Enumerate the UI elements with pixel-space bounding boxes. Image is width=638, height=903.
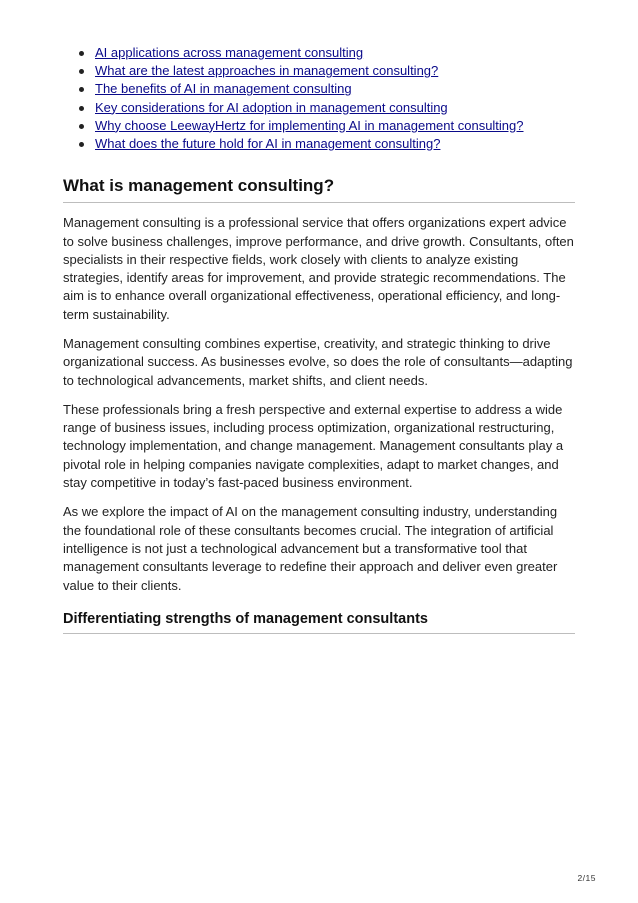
body-paragraph: Management consulting is a professional service that offers organizations expert advice to solve business challenges, improve performance, and drive growth. Consultants, often specialists in their respective fields, work closely with clients to analyze existing strategies, identify areas for improvement, and provide strategic recommendations. The aim is to enhance overall organizational effectiveness, operational efficiency, and long-term sustainability. [63, 215, 574, 322]
toc-item [73, 44, 575, 62]
bullet-icon [79, 87, 84, 92]
toc-item [73, 62, 575, 80]
toc-item [73, 117, 575, 135]
toc-link-key-considerations[interactable]: Key considerations for AI adoption in management consulting [95, 99, 448, 115]
section-divider [63, 202, 575, 203]
subsection-heading: Differentiating strengths of management consultants [63, 610, 428, 627]
bullet-icon [79, 69, 84, 74]
bullet-icon [79, 106, 84, 111]
toc-item [73, 99, 575, 117]
toc-item [73, 135, 575, 153]
toc-link-ai-applications[interactable]: AI applications across management consulting [95, 45, 364, 60]
body-paragraph: As we explore the impact of AI on the management consulting industry, understanding the foundational role of these consultants becomes crucial. The integration of artificial intelligence is not just a technological advancement but a transformative tool that management consultants leverage to redefine their approach and deliver even greater value to their clients. [63, 504, 558, 593]
body-paragraph: Management consulting combines expertise, creativity, and strategic thinking to drive organizational success. As businesses evolve, so does the role of consultants—adapting to technological advancements, market shifts, and client needs. [63, 336, 573, 388]
toc-link-latest-approaches[interactable]: What are the latest approaches in management consulting? [95, 63, 439, 79]
toc-link-why-leewayhertz[interactable]: Why choose LeewayHertz for implementing AI in management consulting? [95, 117, 524, 133]
body-paragraph: These professionals bring a fresh perspective and external expertise to address a wide range of business issues, including process optimization, organizational restructuring, technology implementation, and change management. Management consultants play a pivotal role in helping companies navigate complexities, adapt to market changes, and stay competitive in today’s fast-paced business environment. [63, 401, 564, 491]
document-page [63, 44, 575, 634]
page-number: 2/15 [577, 873, 596, 883]
bullet-icon [79, 142, 84, 147]
toc-link-future[interactable]: What does the future hold for AI in management consulting? [95, 136, 441, 152]
table-of-contents [73, 44, 575, 153]
bullet-icon [79, 124, 84, 129]
toc-item [73, 80, 575, 98]
toc-link-benefits[interactable]: The benefits of AI in management consulting [95, 81, 352, 97]
subsection-divider [63, 633, 575, 634]
bullet-icon [79, 51, 84, 56]
section-heading: What is management consulting? [63, 176, 335, 196]
